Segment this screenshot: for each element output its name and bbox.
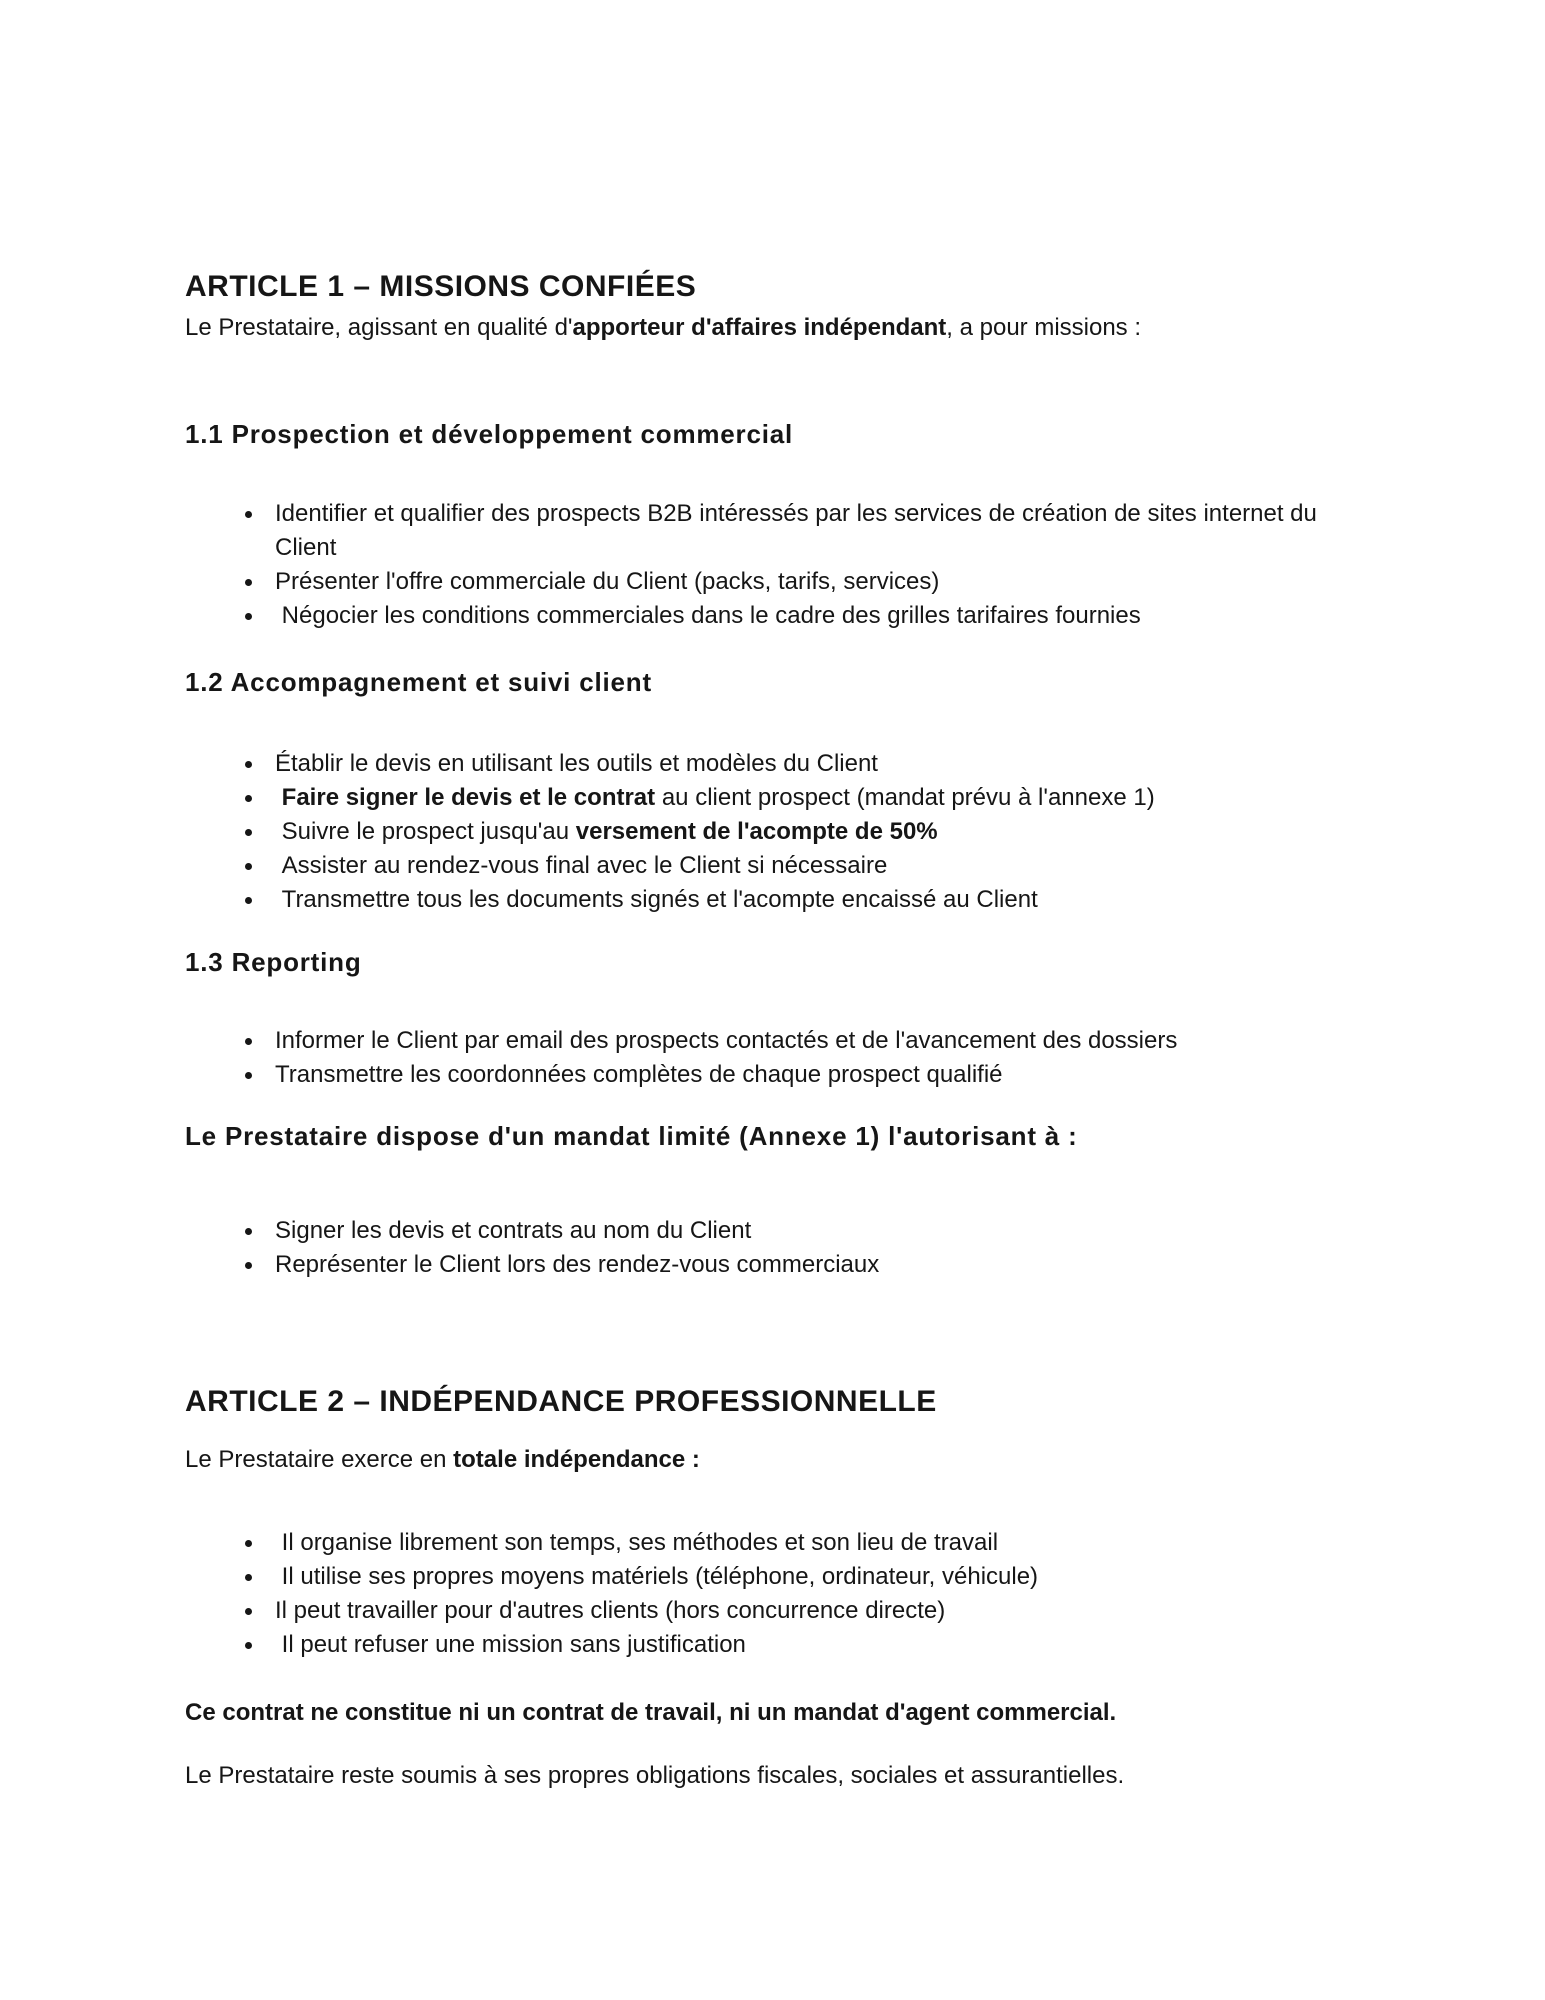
bullet-post: au client prospect (mandat prévu à l'annexe 1) [655, 784, 1155, 811]
list-item: Identifier et qualifier des prospects B2B intéressés par les services de création de sites internet du Client [275, 497, 1375, 565]
article1-intro-post: , a pour missions : [946, 314, 1142, 341]
article2-intro-pre: Le Prestataire exerce en [185, 1446, 454, 1473]
mandate-heading: Le Prestataire dispose d'un mandat limité (Annexe 1) l'autorisant à : [185, 1121, 1078, 1151]
list-item [275, 781, 1375, 815]
list-item: Assister au rendez-vous final avec le Client si nécessaire [275, 849, 1375, 883]
article1-title: ARTICLE 1 – MISSIONS CONFIÉES [185, 270, 697, 303]
bullet-bold: versement de l'acompte de 50% [575, 818, 938, 845]
list-item: Établir le devis en utilisant les outils et modèles du Client [275, 747, 1375, 781]
list-item: Présenter l'offre commerciale du Client (packs, tarifs, services) [275, 565, 1375, 599]
bullet-bold: Faire signer le devis et le contrat [281, 784, 656, 811]
list-item: Informer le Client par email des prospects contactés et de l'avancement des dossiers [275, 1024, 1375, 1058]
contract-disclaimer: Ce contrat ne constitue ni un contrat de travail, ni un mandat d'agent commercial. [185, 1699, 1117, 1726]
article2-intro-bold: totale indépendance : [453, 1446, 700, 1473]
list-item: Il utilise ses propres moyens matériels (téléphone, ordinateur, véhicule) [275, 1560, 1375, 1594]
article2-title: ARTICLE 2 – INDÉPENDANCE PROFESSIONNELLE [185, 1385, 937, 1418]
list-item: Signer les devis et contrats au nom du Client [275, 1214, 1375, 1248]
section-1-1-list [185, 497, 1375, 633]
section-1-3-list [185, 1024, 1375, 1092]
list-item: Il peut refuser une mission sans justification [275, 1628, 1375, 1662]
article2-list [185, 1526, 1375, 1662]
list-item: Transmettre tous les documents signés et l'acompte encaissé au Client [275, 883, 1375, 917]
article2-intro [185, 1442, 1375, 1477]
list-item [275, 815, 1375, 849]
list-item: Il peut travailler pour d'autres clients (hors concurrence directe) [275, 1594, 1375, 1628]
list-item: Représenter le Client lors des rendez-vous commerciaux [275, 1248, 1375, 1282]
list-item: Négocier les conditions commerciales dans le cadre des grilles tarifaires fournies [275, 599, 1375, 633]
bullet-pre: Suivre le prospect jusqu'au [275, 818, 576, 845]
section-1-2-list [185, 747, 1375, 917]
article1-intro [185, 310, 1375, 345]
bullet-pre [275, 784, 282, 811]
section-1-3-title: 1.3 Reporting [185, 947, 362, 977]
mandate-list [185, 1214, 1375, 1282]
article1-intro-bold: apporteur d'affaires indépendant [572, 314, 947, 341]
list-item: Il organise librement son temps, ses méthodes et son lieu de travail [275, 1526, 1375, 1560]
article1-intro-pre: Le Prestataire, agissant en qualité d' [185, 314, 573, 341]
list-item: Transmettre les coordonnées complètes de chaque prospect qualifié [275, 1058, 1375, 1092]
section-1-1-title: 1.1 Prospection et développement commercial [185, 419, 794, 449]
obligations-note: Le Prestataire reste soumis à ses propres obligations fiscales, sociales et assurantielles. [185, 1762, 1125, 1789]
section-1-2-title: 1.2 Accompagnement et suivi client [185, 667, 652, 697]
